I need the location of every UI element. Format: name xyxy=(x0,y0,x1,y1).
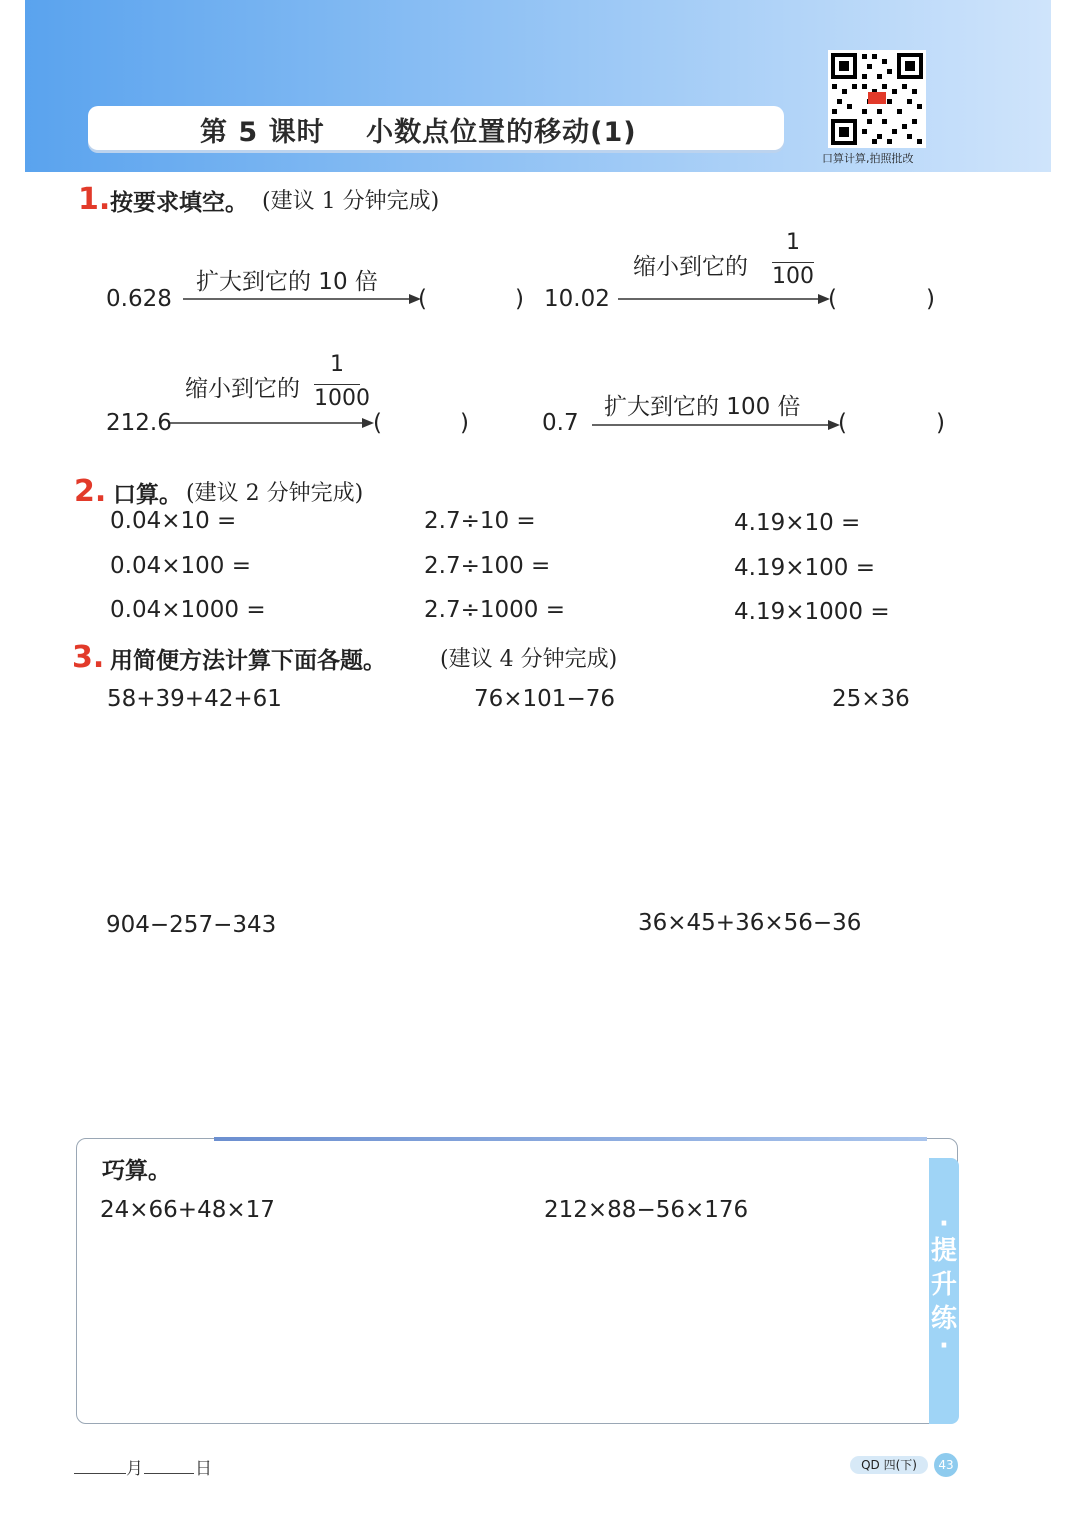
challenge-title: 巧算。 xyxy=(102,1158,171,1184)
fill-item-3-frac-numerator: 1 xyxy=(330,352,344,377)
fill-item-3-paren-close: ) xyxy=(460,410,469,436)
oral-calc-item: 4.19×100 = xyxy=(734,555,875,581)
fill-item-2-frac-denominator: 100 xyxy=(772,264,814,289)
fill-item-1-label: 扩大到它的 10 倍 xyxy=(196,269,378,295)
section-3-hint: (建议 4 分钟完成) xyxy=(440,647,618,672)
fill-item-1-answer-blank[interactable] xyxy=(434,284,514,314)
oral-calc-item: 0.04×10 = xyxy=(110,508,237,534)
fill-item-2-frac-numerator: 1 xyxy=(786,230,800,255)
fill-item-2-arrow-icon xyxy=(618,293,830,305)
day-label: 日 xyxy=(195,1459,212,1479)
simplify-problem: 76×101−76 xyxy=(474,686,615,712)
section-3-number: 3. xyxy=(72,640,105,675)
section-2-hint: (建议 2 分钟完成) xyxy=(186,481,364,506)
month-blank[interactable] xyxy=(74,1473,126,1474)
fill-item-3-arrow-icon xyxy=(170,417,374,429)
qr-caption: 口算计算,拍照批改 xyxy=(822,152,914,165)
fill-item-3-start: 212.6 xyxy=(106,410,172,436)
section-2-title: 口算。 xyxy=(113,482,182,508)
challenge-panel xyxy=(76,1138,958,1424)
oral-calc-item: 2.7÷1000 = xyxy=(424,597,565,623)
fill-item-3-answer-blank[interactable] xyxy=(389,408,459,438)
fill-item-2-paren-open: ( xyxy=(828,286,837,312)
fill-item-4-label: 扩大到它的 100 倍 xyxy=(604,394,801,420)
fill-item-3-label: 缩小到它的 xyxy=(185,376,300,402)
month-label: 月 xyxy=(126,1459,143,1479)
oral-calc-item: 4.19×10 = xyxy=(734,510,861,536)
section-3-title: 用简便方法计算下面各题。 xyxy=(110,648,386,674)
oral-calc-item: 4.19×1000 = xyxy=(734,599,890,625)
fill-item-1-start: 0.628 xyxy=(106,286,172,312)
fill-item-4-paren-open: ( xyxy=(838,410,847,436)
tab-char: 升 xyxy=(930,1270,957,1300)
edition-badge: QD 四(下) xyxy=(850,1456,928,1474)
fill-item-2-paren-close: ) xyxy=(926,286,935,312)
oral-calc-item: 2.7÷10 = xyxy=(424,508,536,534)
page-number: 43 xyxy=(934,1453,958,1477)
tab-char: 提 xyxy=(930,1236,957,1266)
fill-item-1-arrow-icon xyxy=(183,293,421,305)
simplify-problem: 25×36 xyxy=(832,686,910,712)
simplify-problem: 36×45+36×56−36 xyxy=(638,910,862,936)
fill-item-3-paren-open: ( xyxy=(373,410,382,436)
challenge-problem: 24×66+48×17 xyxy=(100,1197,275,1223)
oral-calc-item: 2.7÷100 = xyxy=(424,553,551,579)
tab-dot: · xyxy=(939,1209,949,1239)
section-1-hint: (建议 1 分钟完成) xyxy=(262,189,440,214)
tab-char: 练 xyxy=(930,1304,957,1334)
oral-calc-item: 0.04×100 = xyxy=(110,553,251,579)
simplify-problem: 58+39+42+61 xyxy=(107,686,282,712)
fill-item-3-frac-denominator: 1000 xyxy=(314,386,370,411)
fill-item-1-paren-close: ) xyxy=(515,286,524,312)
fill-item-4-answer-blank[interactable] xyxy=(854,408,934,438)
section-1-title: 按要求填空。 xyxy=(110,190,248,216)
qr-code-icon[interactable] xyxy=(828,50,926,148)
tab-dot: · xyxy=(939,1331,949,1361)
fill-item-4-start: 0.7 xyxy=(542,410,579,436)
fill-item-2-answer-blank[interactable] xyxy=(844,284,924,314)
section-1-number: 1. xyxy=(78,182,111,217)
fill-item-1-paren-open: ( xyxy=(418,286,427,312)
fill-item-2-frac-line xyxy=(772,262,814,263)
oral-calc-item: 0.04×1000 = xyxy=(110,597,266,623)
day-blank[interactable] xyxy=(144,1473,194,1474)
fill-item-4-arrow-icon xyxy=(592,419,840,431)
challenge-side-tab xyxy=(929,1158,959,1424)
fill-item-4-paren-close: ) xyxy=(936,410,945,436)
section-2-number: 2. xyxy=(74,474,107,509)
challenge-problem: 212×88−56×176 xyxy=(544,1197,749,1223)
page-title: 第 5 课时 小数点位置的移动(1) xyxy=(200,117,637,148)
simplify-problem: 904−257−343 xyxy=(106,912,277,938)
fill-item-3-frac-line xyxy=(314,384,360,385)
fill-item-2-start: 10.02 xyxy=(544,286,610,312)
challenge-panel-top-stripe xyxy=(214,1137,927,1141)
fill-item-2-label: 缩小到它的 xyxy=(633,254,748,280)
